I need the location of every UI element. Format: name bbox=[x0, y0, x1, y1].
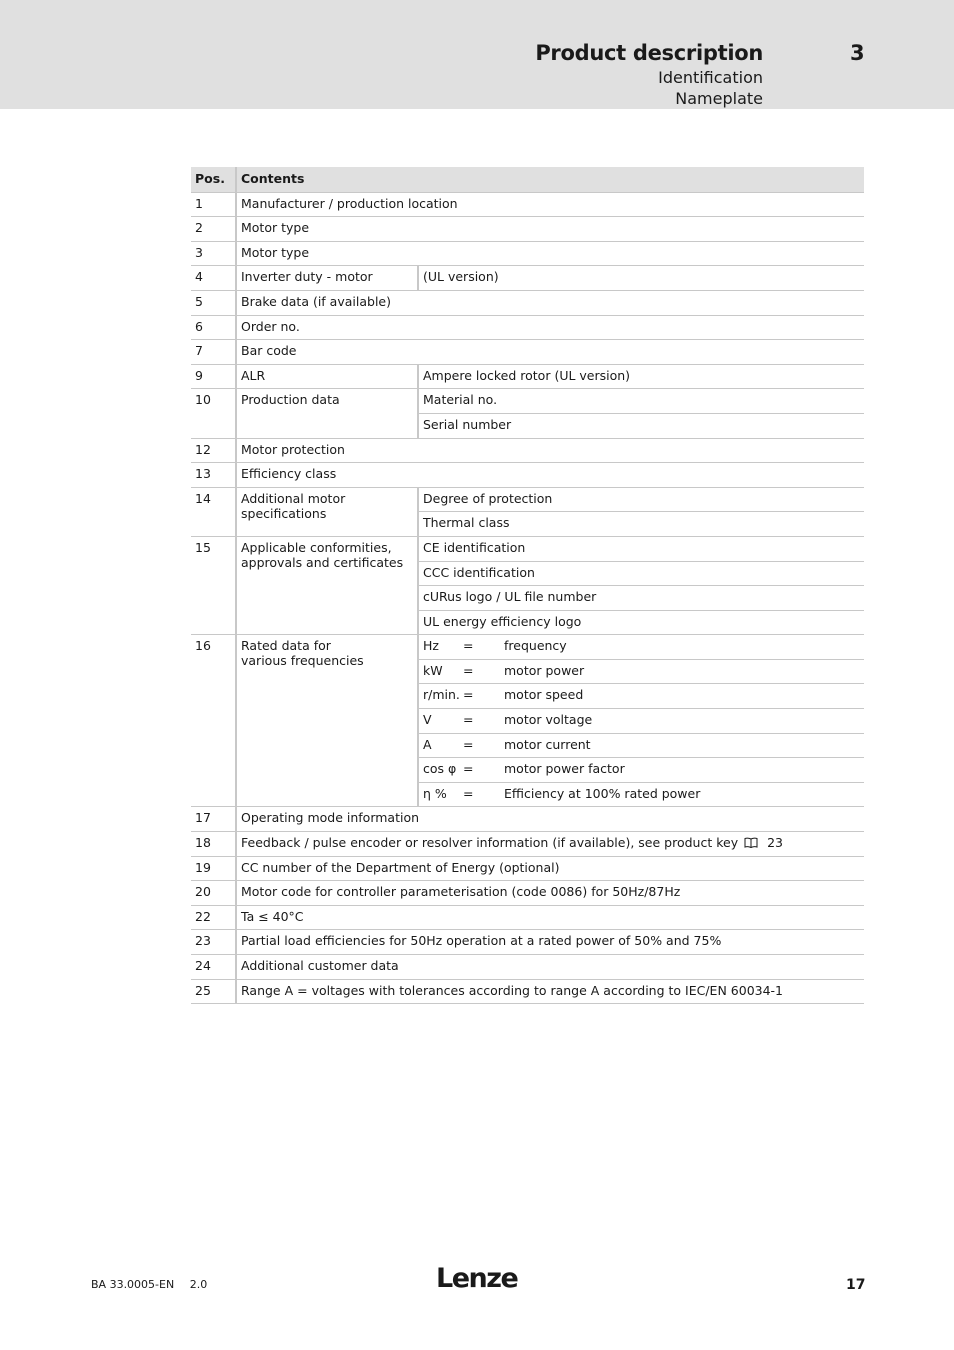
rated-data-desc: Efficiency at 100% rated power bbox=[500, 782, 864, 807]
row-content: ALR bbox=[236, 364, 418, 389]
row-content bbox=[236, 635, 418, 807]
row-pos: 20 bbox=[191, 881, 236, 906]
equals-sign: = bbox=[463, 662, 474, 678]
rated-data-desc: motor voltage bbox=[500, 709, 864, 734]
row-pos: 3 bbox=[191, 241, 236, 266]
row-pos: 1 bbox=[191, 192, 236, 217]
equals-sign: = bbox=[463, 687, 474, 703]
row-detail: UL energy efficiency logo bbox=[418, 610, 864, 635]
row-detail: Thermal class bbox=[418, 512, 864, 537]
rated-data-unit bbox=[418, 733, 500, 758]
table-row bbox=[191, 487, 864, 512]
table-row bbox=[191, 364, 864, 389]
row-pos: 2 bbox=[191, 217, 236, 242]
row-content bbox=[236, 487, 418, 536]
equals-sign: = bbox=[463, 761, 474, 777]
rated-data-desc: motor power bbox=[500, 659, 864, 684]
row-content: Bar code bbox=[236, 340, 864, 365]
table-row bbox=[191, 315, 864, 340]
table-row bbox=[191, 290, 864, 315]
row-content-line: Applicable conformities, bbox=[241, 539, 392, 555]
row-content bbox=[236, 536, 418, 634]
nameplate-contents-table bbox=[191, 167, 864, 1004]
unit-symbol: cos φ bbox=[423, 761, 457, 777]
table-row bbox=[191, 266, 864, 291]
rated-data-desc: motor power factor bbox=[500, 758, 864, 783]
rated-data-unit bbox=[418, 782, 500, 807]
equals-sign: = bbox=[463, 736, 474, 752]
row-pos: 12 bbox=[191, 438, 236, 463]
unit-symbol: V bbox=[423, 712, 432, 728]
table-row bbox=[191, 241, 864, 266]
row-pos: 15 bbox=[191, 536, 236, 634]
table-row bbox=[191, 930, 864, 955]
unit-symbol: r/min. bbox=[423, 687, 460, 703]
row-content-line: Additional motor bbox=[241, 490, 346, 506]
row-pos: 19 bbox=[191, 856, 236, 881]
table-row bbox=[191, 536, 864, 561]
table-row bbox=[191, 881, 864, 906]
row-pos: 7 bbox=[191, 340, 236, 365]
section-subtitle: Identification bbox=[658, 68, 763, 87]
row-pos: 10 bbox=[191, 389, 236, 438]
column-header-pos: Pos. bbox=[191, 167, 236, 192]
document-version: 2.0 bbox=[189, 1278, 208, 1291]
rated-data-unit bbox=[418, 758, 500, 783]
row-detail: CE identification bbox=[418, 536, 864, 561]
row-detail: cURus logo / UL file number bbox=[418, 586, 864, 611]
row-pos: 22 bbox=[191, 905, 236, 930]
row-pos: 16 bbox=[191, 635, 236, 807]
rated-data-unit bbox=[418, 659, 500, 684]
row-detail: Ampere locked rotor (UL version) bbox=[418, 364, 864, 389]
row-content: Brake data (if available) bbox=[236, 290, 864, 315]
rated-data-unit bbox=[418, 709, 500, 734]
row-content: Manufacturer / production location bbox=[236, 192, 864, 217]
unit-symbol: η % bbox=[423, 785, 447, 801]
row-content: Production data bbox=[236, 389, 418, 438]
rated-data-desc: motor current bbox=[500, 733, 864, 758]
unit-symbol: Hz bbox=[423, 638, 439, 654]
row-pos: 17 bbox=[191, 807, 236, 832]
rated-data-desc: motor speed bbox=[500, 684, 864, 709]
table-row bbox=[191, 217, 864, 242]
subsection-subtitle: Nameplate bbox=[675, 89, 763, 108]
row-pos: 23 bbox=[191, 930, 236, 955]
row-pos: 14 bbox=[191, 487, 236, 536]
row-content-line: various frequencies bbox=[241, 653, 364, 669]
unit-symbol: A bbox=[423, 736, 432, 752]
table-row bbox=[191, 905, 864, 930]
table-row bbox=[191, 856, 864, 881]
document-number: BA 33.0005-EN bbox=[91, 1278, 175, 1291]
row-content-line: approvals and certificates bbox=[241, 554, 404, 570]
row-detail: (UL version) bbox=[418, 266, 864, 291]
table-row bbox=[191, 438, 864, 463]
row-content-line: specifications bbox=[241, 505, 327, 521]
unit-symbol: kW bbox=[423, 662, 443, 678]
row-detail: Material no. bbox=[418, 389, 864, 414]
row-content: Additional customer data bbox=[236, 955, 864, 980]
row-content bbox=[236, 832, 864, 857]
row-pos: 24 bbox=[191, 955, 236, 980]
row-detail: CCC identification bbox=[418, 561, 864, 586]
row-pos: 5 bbox=[191, 290, 236, 315]
chapter-number: 3 bbox=[850, 41, 865, 65]
row-pos: 6 bbox=[191, 315, 236, 340]
equals-sign: = bbox=[463, 712, 474, 728]
table-row bbox=[191, 340, 864, 365]
table-header-row bbox=[191, 167, 864, 192]
table-row bbox=[191, 807, 864, 832]
row-content: Motor code for controller parameterisation (code 0086) for 50Hz/87Hz bbox=[236, 881, 864, 906]
row-content: Inverter duty - motor bbox=[236, 266, 418, 291]
table-row bbox=[191, 463, 864, 488]
row-detail: Serial number bbox=[418, 413, 864, 438]
table-row bbox=[191, 955, 864, 980]
row-pos: 4 bbox=[191, 266, 236, 291]
lenze-logo: Lenze bbox=[436, 1263, 518, 1294]
column-header-contents: Contents bbox=[236, 167, 864, 192]
table-row bbox=[191, 389, 864, 414]
row-detail: Degree of protection bbox=[418, 487, 864, 512]
row-content: Order no. bbox=[236, 315, 864, 340]
row-content: Efficiency class bbox=[236, 463, 864, 488]
row-content-line: Rated data for bbox=[241, 638, 331, 654]
rated-data-unit bbox=[418, 684, 500, 709]
row-content: Operating mode information bbox=[236, 807, 864, 832]
row-content: Motor protection bbox=[236, 438, 864, 463]
row-content: CC number of the Department of Energy (optional) bbox=[236, 856, 864, 881]
header-band bbox=[0, 0, 954, 109]
equals-sign: = bbox=[463, 785, 474, 801]
row-pos: 25 bbox=[191, 979, 236, 1004]
page-number: 17 bbox=[846, 1277, 866, 1293]
row-content: Partial load efficiencies for 50Hz operation at a rated power of 50% and 75% bbox=[236, 930, 864, 955]
rated-data-desc: frequency bbox=[500, 635, 864, 660]
row-content: Motor type bbox=[236, 217, 864, 242]
row-content: Motor type bbox=[236, 241, 864, 266]
page-title: Product description bbox=[535, 41, 763, 65]
row-content: Range A = voltages with tolerances according to range A according to IEC/EN 60034-1 bbox=[236, 979, 864, 1004]
row-pos: 13 bbox=[191, 463, 236, 488]
row-pos: 18 bbox=[191, 832, 236, 857]
table-row bbox=[191, 832, 864, 857]
row-pos: 9 bbox=[191, 364, 236, 389]
equals-sign: = bbox=[463, 638, 474, 654]
table-row bbox=[191, 979, 864, 1004]
table-row bbox=[191, 635, 864, 660]
table-row bbox=[191, 192, 864, 217]
page-reference[interactable]: 23 bbox=[767, 835, 783, 851]
rated-data-unit bbox=[418, 635, 500, 660]
book-icon bbox=[744, 837, 758, 848]
row-content-text: Feedback / pulse encoder or resolver information (if available), see product key bbox=[241, 835, 739, 851]
document-id bbox=[91, 1278, 207, 1291]
row-content: Ta ≤ 40°C bbox=[236, 905, 864, 930]
